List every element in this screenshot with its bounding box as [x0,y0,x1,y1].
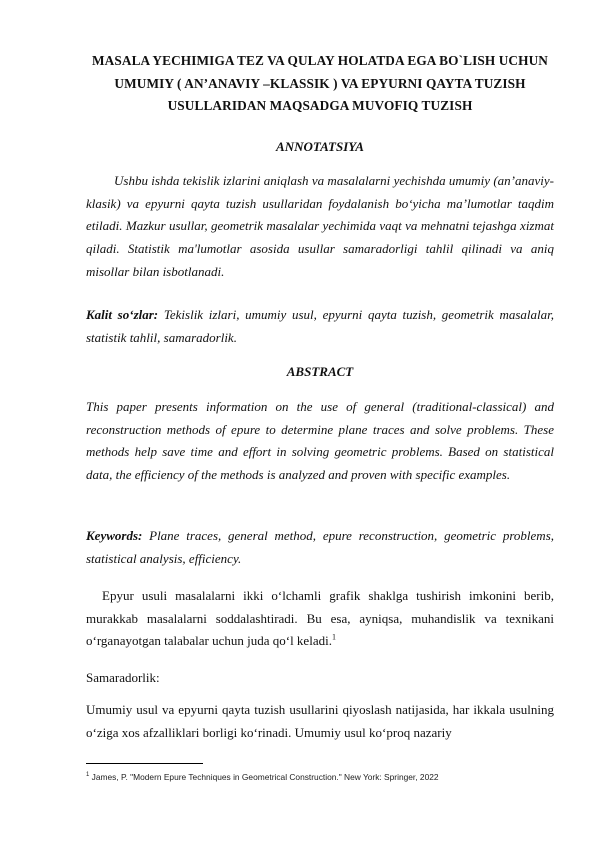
footnote-reference[interactable]: 1 [331,633,336,643]
annotation-heading: ANNOTATSIYA [276,139,364,154]
body-paragraph-1-text: Epyur usuli masalalarni ikki o‘lchamli grafik shaklga tushirish imkonini berib, murakkab masalalarni soddalashtiradi. Bu esa, ayniqsa, muhandislik va texnikani o‘rganayotgan talabalar uchun juda qo‘l keladi. [86,588,554,649]
section-label: Samaradorlik: [86,670,160,685]
body-paragraph-2: Umumiy usul va epyurni qayta tuzish usullarini qiyoslash natijasida, har ikkala usulning o‘ziga xos afzalliklari borligi ko‘rinadi. Umumiy usul ko‘proq nazariy [86,702,554,740]
abstract-keywords-text: Plane traces, general method, epure reconstruction, geometric problems, statistical analysis, efficiency. [86,528,554,566]
paper-title: MASALA YECHIMIGA TEZ VA QULAY HOLATDA EGA BO`LISH UCHUN UMUMIY ( AN’ANAVIY –KLASSIK ) VA EPYURNI QAYTA TUZISH USULLARIDAN MAQSADGA MUVOFIQ TUZISH [92,53,548,113]
body-paragraph-1 [86,585,554,653]
footnote [86,771,556,783]
footnote-divider [86,763,203,764]
footnote-text: James, P. "Modern Epure Techniques in Geometrical Construction." New York: Springer, 2022 [91,772,439,782]
annotation-keywords-text: Tekislik izlari, umumiy usul, epyurni qayta tuzish, geometrik masalalar, statistik tahlil, samaradorlik. [86,307,554,345]
abstract-heading: ABSTRACT [286,364,354,379]
annotation-text: Ushbu ishda tekislik izlarini aniqlash va masalalarni yechishda umumiy (an’anaviy-klasik) va epyurni qayta tuzish usullaridan foydalanish bo‘yicha ma’lumotlar taqdim etiladi. Mazkur usullar, geometrik masalalar yechimida vaqt va mehnatni tejashga xizmat qiladi. Statistik ma'lumotlar asosida usullar samaradorligi tahlil qilinadi va aniq misollar bilan isbotlanadi. [86,173,554,279]
abstract-keywords-label: Keywords: [86,528,143,543]
annotation-keywords-label: Kalit so‘zlar: [86,307,159,322]
abstract-text: This paper presents information on the use of general (traditional-classical) and reconstruction methods of epure to determine plane traces and solve problems. These methods help save time and effort in solving geometric problems. Based on statistical data, the efficiency of the methods is analyzed and proven with specific examples. [86,399,554,483]
footnote-number: 1 [86,772,90,779]
annotation-keywords [86,304,554,349]
abstract-keywords [86,525,554,570]
